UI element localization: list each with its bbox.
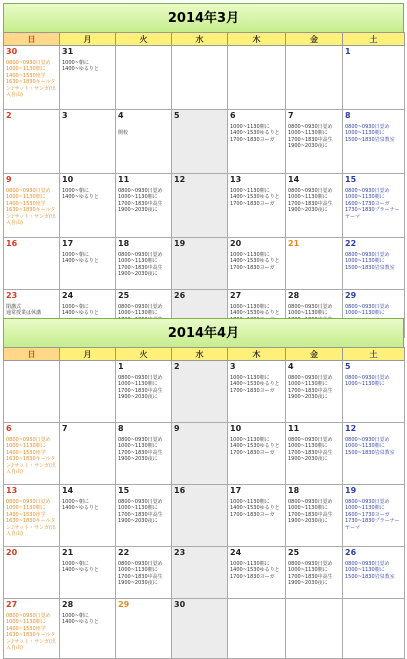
day-number: 7 xyxy=(62,424,68,433)
calendar-grid xyxy=(3,32,405,338)
day-number: 19 xyxy=(174,239,186,248)
day-cell[interactable] xyxy=(116,361,172,423)
day-cell[interactable] xyxy=(172,110,228,174)
day-number: 27 xyxy=(6,600,18,609)
day-events: 0800~0930日覚め 1000~1130朝に 1700~1830中高生 1900~2030夜に xyxy=(118,499,163,525)
day-events: 0800~0930日覚め 1000~1130朝に 1400~1530座学 1630~1830キールタン♪サット・サンガ(出入自由) xyxy=(6,437,56,476)
day-cell[interactable] xyxy=(4,361,60,423)
day-cell[interactable] xyxy=(4,238,60,290)
day-events: 1000~1130朝に 1400~1530ゆるりと 1700~1830ヨーガ xyxy=(230,375,280,394)
day-cell[interactable] xyxy=(172,485,228,547)
day-cell[interactable] xyxy=(60,238,116,290)
day-number xyxy=(288,600,340,613)
day-number: 21 xyxy=(62,548,74,557)
day-number: 19 xyxy=(345,486,357,495)
day-number xyxy=(62,362,113,375)
day-events: 0800~0930日覚め 1000~1130朝に xyxy=(345,375,390,388)
day-number: 2 xyxy=(174,362,180,371)
day-number: 3 xyxy=(230,362,236,371)
day-events: 0800~0930日覚め 1000~1130朝に 1700~1830中高生 1900~2030夜に xyxy=(118,188,163,214)
day-cell[interactable] xyxy=(286,238,343,290)
week-row xyxy=(4,110,405,174)
day-number: 15 xyxy=(345,175,357,184)
day-number xyxy=(288,47,340,60)
day-events: 1000~朝に 1400~ゆるりと xyxy=(62,499,99,512)
day-events: 1000~1130朝に 1400~1530ゆるりと 1700~1830ヨーガ xyxy=(230,252,280,271)
day-events: 0800~0930日覚め 1000~1130朝に 1400~1530座学 1630~1830キールタン♪サット・サンガ(出入自由) xyxy=(6,499,56,538)
day-number: 9 xyxy=(174,424,180,433)
day-cell[interactable] xyxy=(228,599,286,659)
day-number: 3 xyxy=(62,111,68,120)
day-number: 11 xyxy=(118,175,130,184)
day-number: 5 xyxy=(174,111,180,120)
day-events: 0800~0930日覚め 1000~1130朝に 1600~1730ヨーガ 1730~1830プラーナーヤーマ xyxy=(345,188,400,220)
day-cell[interactable] xyxy=(343,599,405,659)
day-events: 0800~0930日覚め 1000~1130朝に 1700~1830中高生 1900~2030夜に xyxy=(288,188,333,214)
week-row xyxy=(4,599,405,659)
day-cell[interactable] xyxy=(4,485,60,547)
day-number: 28 xyxy=(288,291,300,300)
day-number xyxy=(345,600,402,613)
day-events: 0800~0930日覚め 1000~1130朝に 1700~1830中高生 1900~2030夜に xyxy=(118,252,163,278)
day-cell[interactable] xyxy=(172,423,228,485)
day-number: 14 xyxy=(288,175,300,184)
day-number: 15 xyxy=(118,486,130,495)
day-cell[interactable] xyxy=(116,174,172,238)
day-cell[interactable] xyxy=(228,46,286,110)
day-cell[interactable] xyxy=(172,599,228,659)
day-number xyxy=(230,47,283,60)
day-number: 13 xyxy=(6,486,18,495)
weekday-thu: 木 xyxy=(228,348,286,361)
day-cell[interactable] xyxy=(172,361,228,423)
day-events: 1000~1130朝に 1400~1530ゆるりと 1700~1830ヨーガ xyxy=(230,188,280,207)
day-number: 29 xyxy=(118,600,130,609)
day-cell[interactable] xyxy=(116,599,172,659)
day-cell[interactable] xyxy=(343,423,405,485)
day-events: 0800~0930日覚め 1000~1130朝に 1700~1830中高生 1900~2030夜に xyxy=(288,375,333,401)
day-cell[interactable] xyxy=(4,46,60,110)
day-cell[interactable] xyxy=(4,423,60,485)
day-cell[interactable] xyxy=(228,361,286,423)
weekday-header-row xyxy=(4,348,405,361)
day-events: 0800~0930日覚め 1000~1130朝に 1500~1830岩泉教室 xyxy=(345,252,395,271)
day-cell[interactable] xyxy=(116,46,172,110)
day-events: 1000~1130朝に 1400~1530ゆるりと 1700~1830ヨーガ xyxy=(230,124,280,143)
week-row xyxy=(4,361,405,423)
day-number: 24 xyxy=(62,291,74,300)
day-events: 開校 xyxy=(118,130,129,137)
month-title: 2014年3月 xyxy=(3,3,404,32)
weekday-sun: 日 xyxy=(4,348,60,361)
day-number xyxy=(118,47,169,60)
day-number: 22 xyxy=(345,239,357,248)
day-cell[interactable] xyxy=(228,485,286,547)
day-number: 1 xyxy=(345,47,351,56)
day-events: 0800~0930日覚め 1000~1130朝に 1700~1830中高生 1900~2030夜に xyxy=(118,375,163,401)
calendar-body xyxy=(4,361,405,659)
day-number: 25 xyxy=(288,548,300,557)
day-number: 23 xyxy=(6,291,18,300)
day-number: 8 xyxy=(345,111,351,120)
weekday-sat: 土 xyxy=(343,33,405,46)
day-cell[interactable] xyxy=(172,238,228,290)
day-cell[interactable] xyxy=(343,361,405,423)
day-cell[interactable] xyxy=(60,485,116,547)
day-number: 2 xyxy=(6,111,12,120)
weekday-thu: 木 xyxy=(228,33,286,46)
day-cell[interactable] xyxy=(116,238,172,290)
day-events: 0800~0930日覚め 1000~1130朝に 1700~1830中高生 1900~2030夜に xyxy=(288,437,333,463)
day-events: 1000~1130朝に 1400~1530ゆるりと 1700~1830ヨーガ xyxy=(230,499,280,518)
weekday-wed: 水 xyxy=(172,348,228,361)
day-events: 0800~0930日覚め 1000~1130朝に 1700~1830中高生 1900~2030夜に xyxy=(288,124,333,150)
day-cell[interactable] xyxy=(286,46,343,110)
day-events: 0800~0930日覚め 1000~1130朝に xyxy=(288,304,333,317)
day-number: 30 xyxy=(6,47,18,56)
day-number: 10 xyxy=(62,175,74,184)
day-cell[interactable] xyxy=(60,423,116,485)
day-number: 5 xyxy=(345,362,351,371)
day-cell[interactable] xyxy=(4,110,60,174)
day-cell[interactable] xyxy=(116,485,172,547)
day-number: 28 xyxy=(62,600,74,609)
day-events: 1000~朝に 1400~ゆるりと xyxy=(62,304,99,317)
day-number xyxy=(174,47,225,60)
day-number: 17 xyxy=(230,486,242,495)
weekday-fri: 金 xyxy=(286,33,343,46)
day-cell[interactable] xyxy=(286,110,343,174)
day-cell[interactable] xyxy=(343,485,405,547)
day-cell[interactable] xyxy=(60,547,116,599)
day-number: 20 xyxy=(230,239,242,248)
week-row xyxy=(4,174,405,238)
week-row xyxy=(4,238,405,290)
day-cell[interactable] xyxy=(172,46,228,110)
day-events: 0800~0930日覚め 1000~1130朝に 1700~1830中高生 1900~2030夜に xyxy=(118,561,163,587)
day-number: 8 xyxy=(118,424,124,433)
day-events: 1000~朝に 1400~ゆるりと xyxy=(62,561,99,574)
day-cell[interactable] xyxy=(60,46,116,110)
day-cell[interactable] xyxy=(343,547,405,599)
weekday-mon: 月 xyxy=(60,348,116,361)
day-events: 1000~朝に 1400~ゆるりと xyxy=(62,188,99,201)
day-number: 4 xyxy=(118,111,124,120)
weekday-sun: 日 xyxy=(4,33,60,46)
weekday-fri: 金 xyxy=(286,348,343,361)
week-row xyxy=(4,547,405,599)
day-cell[interactable] xyxy=(4,174,60,238)
weekday-header-row xyxy=(4,33,405,46)
day-events: 0800~0930日覚め 1000~1130朝に xyxy=(118,304,163,317)
day-number: 12 xyxy=(174,175,186,184)
week-row xyxy=(4,46,405,110)
day-events: 0800~0930日覚め 1000~1130朝に 1400~1530座学 1630~1830キールタン♪サット・サンガ(出入自由) xyxy=(6,188,56,227)
weekday-wed: 水 xyxy=(172,33,228,46)
day-number: 13 xyxy=(230,175,242,184)
day-events: 0800~0930日覚め 1000~1130朝に 1700~1830中高生 1900~2030夜に xyxy=(288,561,333,587)
calendar-march xyxy=(3,3,404,338)
day-number: 7 xyxy=(288,111,294,120)
day-number: 23 xyxy=(174,548,186,557)
day-events: 0800~0930日覚め 1000~1130朝に 1600~1730ヨーガ 1730~1830プラーナーヤーマ xyxy=(345,499,400,531)
day-number: 1 xyxy=(118,362,124,371)
day-cell[interactable] xyxy=(343,174,405,238)
calendar-grid xyxy=(3,347,405,659)
day-cell[interactable] xyxy=(4,547,60,599)
day-number: 6 xyxy=(6,424,12,433)
day-number: 21 xyxy=(288,239,300,248)
day-events: 0800~0930日覚め 1000~1130朝に 1700~1830中高生 1900~2030夜に xyxy=(118,437,163,463)
day-events: 0800~0930日覚め 1000~1130朝に xyxy=(345,304,390,317)
day-number: 27 xyxy=(230,291,242,300)
day-number: 18 xyxy=(118,239,130,248)
day-events: 0800~0930日覚め 1000~1130朝に 1400~1530座学 1630~1830キールタン♪サット・サンガ(出入自由) xyxy=(6,613,56,652)
day-number: 12 xyxy=(345,424,357,433)
day-events: 1000~朝に 1400~ゆるりと xyxy=(62,252,99,265)
day-number: 16 xyxy=(174,486,186,495)
week-row xyxy=(4,423,405,485)
day-cell[interactable] xyxy=(60,599,116,659)
day-events: 0800~0930日覚め 1000~1130朝に 1500~1830岩泉教室 xyxy=(345,437,395,456)
day-cell[interactable] xyxy=(286,547,343,599)
day-cell[interactable] xyxy=(228,423,286,485)
day-number: 14 xyxy=(62,486,74,495)
day-number: 26 xyxy=(174,291,186,300)
calendar-april xyxy=(3,318,404,659)
day-events: 0800~0930日覚め 1000~1130朝に 1400~1530座学 1630~1830キールタン♪サット・サンガ(出入自由) xyxy=(6,60,56,99)
day-cell[interactable] xyxy=(228,174,286,238)
day-events: 0800~0930日覚め 1000~1130朝に 1500~1830岩泉教室 xyxy=(345,124,395,143)
day-number: 25 xyxy=(118,291,130,300)
day-number: 20 xyxy=(6,548,18,557)
day-number: 18 xyxy=(288,486,300,495)
day-number xyxy=(6,362,57,375)
day-number: 6 xyxy=(230,111,236,120)
day-cell[interactable] xyxy=(4,599,60,659)
day-cell[interactable] xyxy=(286,599,343,659)
day-number: 17 xyxy=(62,239,74,248)
day-cell[interactable] xyxy=(60,110,116,174)
day-events: 1000~1130朝に 1400~1530ゆるりと xyxy=(230,304,280,317)
day-cell[interactable] xyxy=(228,547,286,599)
day-cell[interactable] xyxy=(172,547,228,599)
day-cell[interactable] xyxy=(286,174,343,238)
day-cell[interactable] xyxy=(343,46,405,110)
day-cell[interactable] xyxy=(60,174,116,238)
day-events: 1000~1130朝に 1400~1530ゆるりと 1700~1830ヨーガ xyxy=(230,561,280,580)
calendar-body xyxy=(4,46,405,338)
day-cell[interactable] xyxy=(286,361,343,423)
day-number: 9 xyxy=(6,175,12,184)
day-events: 閉講式 通常授業は休講 xyxy=(6,304,42,317)
day-cell[interactable] xyxy=(116,110,172,174)
day-events: 0800~0930日覚め 1000~1130朝に 1500~1830岩泉教室 xyxy=(345,561,395,580)
weekday-sat: 土 xyxy=(343,348,405,361)
day-number: 16 xyxy=(6,239,18,248)
week-row xyxy=(4,485,405,547)
day-cell[interactable] xyxy=(343,110,405,174)
day-events: 1000~朝に 1400~ゆるりと xyxy=(62,613,99,626)
day-events: 1000~朝に 1400~ゆるりと xyxy=(62,60,99,73)
day-number: 10 xyxy=(230,424,242,433)
day-number: 30 xyxy=(174,600,186,609)
day-number: 29 xyxy=(345,291,357,300)
month-title: 2014年4月 xyxy=(3,318,404,347)
day-number: 11 xyxy=(288,424,300,433)
day-cell[interactable] xyxy=(228,238,286,290)
day-number: 24 xyxy=(230,548,242,557)
weekday-tue: 火 xyxy=(116,33,172,46)
day-cell[interactable] xyxy=(286,423,343,485)
day-events: 1000~1130朝に 1400~1530ゆるりと 1700~1830ヨーガ xyxy=(230,437,280,456)
day-number: 31 xyxy=(62,47,74,56)
day-cell[interactable] xyxy=(60,361,116,423)
day-cell[interactable] xyxy=(343,238,405,290)
day-number: 26 xyxy=(345,548,357,557)
day-cell[interactable] xyxy=(172,174,228,238)
weekday-tue: 火 xyxy=(116,348,172,361)
weekday-mon: 月 xyxy=(60,33,116,46)
day-events: 0800~0930日覚め 1000~1130朝に 1700~1830中高生 1900~2030夜に xyxy=(288,499,333,525)
day-cell[interactable] xyxy=(286,485,343,547)
day-number: 22 xyxy=(118,548,130,557)
day-number xyxy=(230,600,283,613)
day-cell[interactable] xyxy=(116,423,172,485)
day-cell[interactable] xyxy=(116,547,172,599)
day-cell[interactable] xyxy=(228,110,286,174)
day-number: 4 xyxy=(288,362,294,371)
